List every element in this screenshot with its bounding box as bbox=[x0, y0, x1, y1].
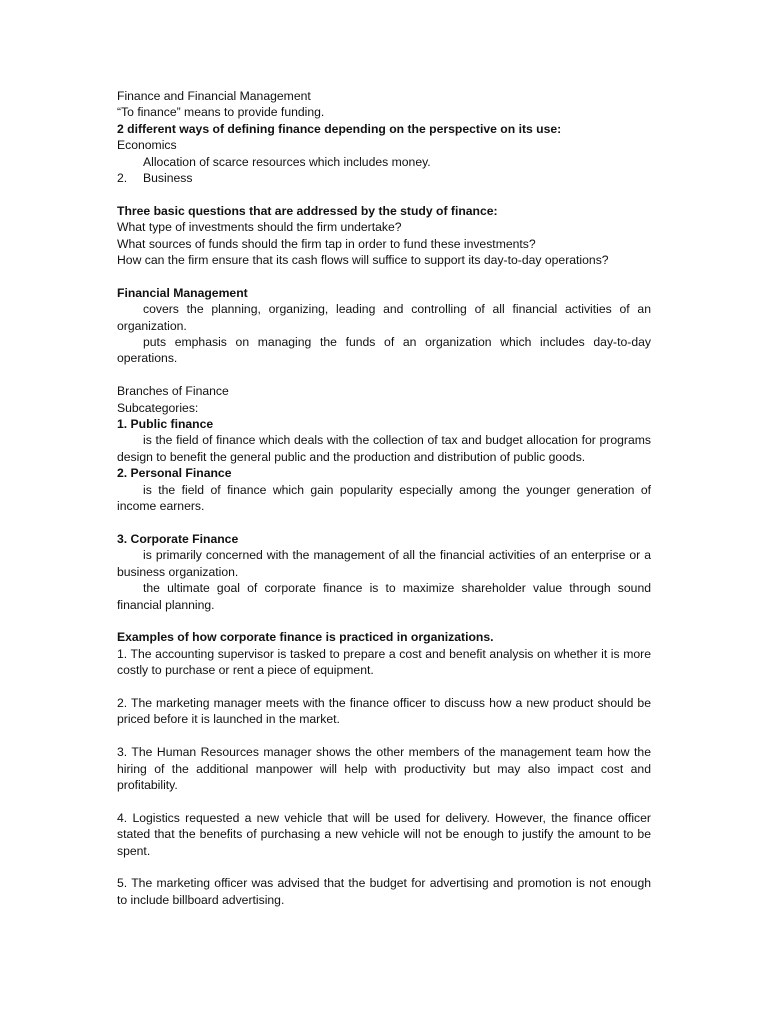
business-label: Business bbox=[143, 171, 193, 186]
doc-title: Finance and Financial Management bbox=[117, 89, 311, 103]
question-item: What type of investments should the firm undertake? bbox=[117, 220, 402, 235]
economics-description: Allocation of scarce resources which includes money. bbox=[143, 154, 431, 169]
document-page bbox=[117, 88, 651, 908]
financial-management-point: covers the planning, organizing, leading and controlling of all financial activities of an organization. bbox=[117, 302, 651, 333]
subcategories-label: Subcategories: bbox=[117, 400, 199, 415]
to-finance-definition: “To finance” means to provide funding. bbox=[117, 105, 325, 120]
example-item: 3. The Human Resources manager shows the other members of the management team how the hiring of the additional manpower will help with productivity but may also impact cost and profitability. bbox=[117, 745, 651, 792]
corporate-finance-point: the ultimate goal of corporate finance is to maximize shareholder value through sound financial planning. bbox=[117, 581, 651, 612]
public-finance-heading: 1. Public finance bbox=[117, 417, 214, 432]
business-number: 2. bbox=[117, 171, 128, 186]
financial-management-point: puts emphasis on managing the funds of an organization which includes day-to-day operations. bbox=[117, 335, 651, 366]
corporate-finance-point: is primarily concerned with the management of all the financial activities of an enterprise or a business organization. bbox=[117, 548, 651, 579]
economics-label: Economics bbox=[117, 138, 177, 153]
questions-heading: Three basic questions that are addressed by the study of finance: bbox=[117, 203, 498, 218]
example-item: 5. The marketing officer was advised that the budget for advertising and promotion is not enough to include billboard advertising. bbox=[117, 876, 651, 907]
two-ways-heading: 2 different ways of defining finance depending on the perspective on its use: bbox=[117, 121, 562, 136]
example-item: 1. The accounting supervisor is tasked to prepare a cost and benefit analysis on whether it is more costly to purchase or rent a piece of equipment. bbox=[117, 646, 651, 678]
public-finance-description: is the field of finance which deals with the collection of tax and budget allocation for programs design to benefit the general public and the production and distribution of public goods. bbox=[117, 433, 651, 464]
example-item: 2. The marketing manager meets with the finance officer to discuss how a new product should be priced before it is launched in the market. bbox=[117, 695, 651, 727]
business-item bbox=[117, 170, 651, 186]
corporate-finance-heading: 3. Corporate Finance bbox=[117, 531, 239, 546]
examples-heading: Examples of how corporate finance is practiced in organizations. bbox=[117, 630, 494, 645]
financial-management-heading: Financial Management bbox=[117, 285, 248, 300]
example-item: 4. Logistics requested a new vehicle that will be used for delivery. However, the finance officer stated that the benefits of purchasing a new vehicle will not be enough to justify the amount to be spent. bbox=[117, 810, 651, 858]
personal-finance-heading: 2. Personal Finance bbox=[117, 466, 232, 481]
question-item: How can the firm ensure that its cash flows will suffice to support its day-to-day operations? bbox=[117, 253, 609, 268]
personal-finance-description: is the field of finance which gain popularity especially among the younger generation of income earners. bbox=[117, 482, 651, 514]
branches-heading: Branches of Finance bbox=[117, 384, 229, 399]
question-item: What sources of funds should the firm tap in order to fund these investments? bbox=[117, 236, 536, 251]
